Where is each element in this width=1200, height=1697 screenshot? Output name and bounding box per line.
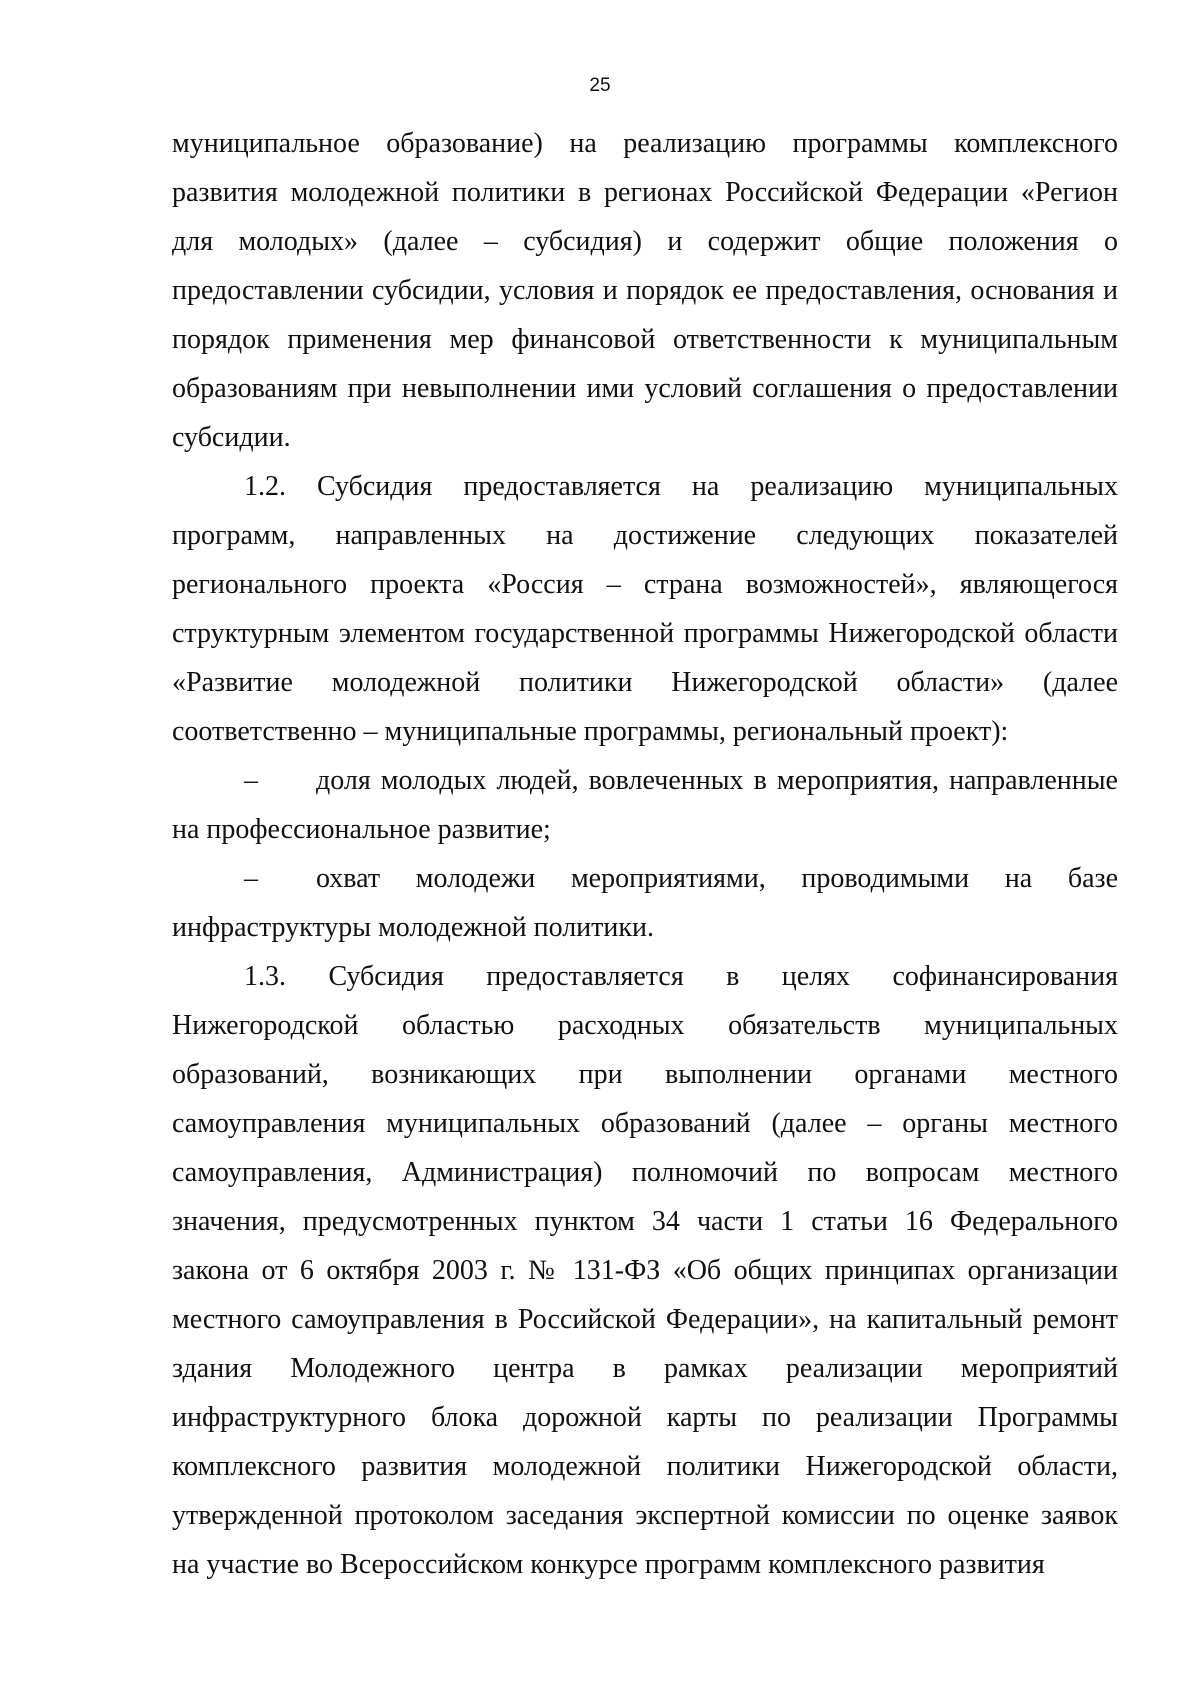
list-item-text: доля молодых людей, вовлеченных в мероприятия, направленные на профессиональное развитие; bbox=[172, 765, 1118, 845]
paragraph-continuation: муниципальное образование) на реализацию программы комплексного развития молодежной политики в регионах Российской Федерации «Регион для молодых» (далее – субсидия) и содержит общие положения о предоставлении субсидии, условия и порядок ее предоставления, основания и порядок применения мер финансовой ответственности к муниципальным образованиям при невыполнении ими условий соглашения о предоставлении субсидии. bbox=[172, 128, 1118, 453]
document-body bbox=[172, 119, 1118, 1589]
page-number: 25 bbox=[589, 75, 611, 96]
list-item-text: охват молодежи мероприятиями, проводимыми на базе инфраструктуры молодежной политики. bbox=[172, 863, 1118, 943]
paragraph-1-3: 1.3. Субсидия предоставляется в целях софинансирования Нижегородской областью расходных обязательств муниципальных образований, возникающих при выполнении органами местного самоуправления муниципальных образований (далее – органы местного самоуправления, Администрация) полномочий по вопросам местного значения, предусмотренных пунктом 34 части 1 статьи 16 Федерального закона от 6 октября 2003 г. № 131-ФЗ «Об общих принципах организации местного самоуправления в Российской Федерации», на капитальный ремонт здания Молодежного центра в рамках реализации мероприятий инфраструктурного блока дорожной карты по реализации Программы комплексного развития молодежной политики Нижегородской области, утвержденной протоколом заседания экспертной комиссии по оценке заявок на участие во Всероссийском конкурсе программ комплексного развития bbox=[172, 961, 1118, 1580]
paragraph-1-2: 1.2. Субсидия предоставляется на реализацию муниципальных программ, направленных на достижение следующих показателей регионального проекта «Россия – страна возможностей», являющегося структурным элементом государственной программы Нижегородской области «Развитие молодежной политики Нижегородской области» (далее соответственно – муниципальные программы, региональный проект): bbox=[172, 471, 1118, 747]
list-item-youth-coverage bbox=[172, 854, 1118, 952]
list-dash: – bbox=[244, 765, 258, 796]
list-item-professional-development bbox=[172, 756, 1118, 854]
list-dash: – bbox=[244, 863, 258, 894]
